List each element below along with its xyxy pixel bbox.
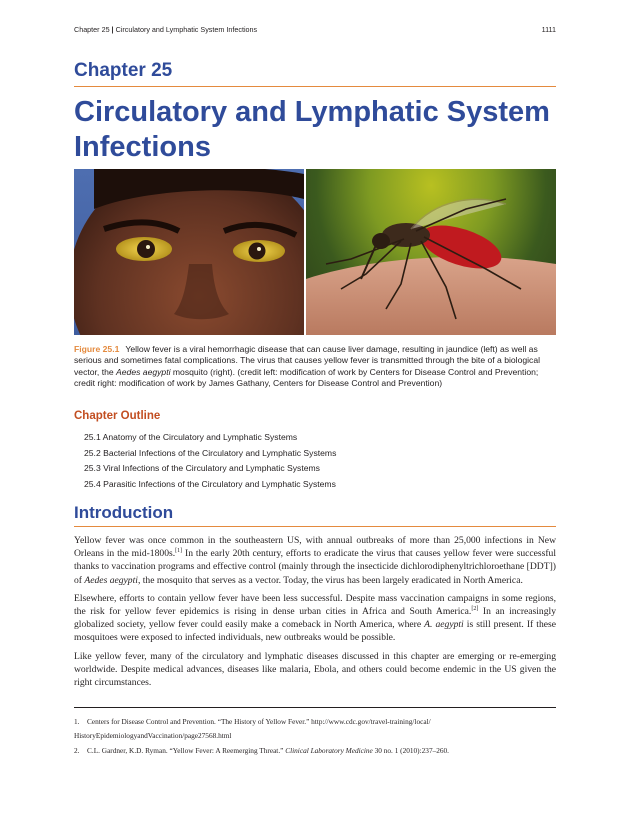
- paragraph-2: [74, 592, 556, 645]
- paragraph-text: , the mosquito that serves as a vector. Today, the virus has been largely eradicated in North America.: [137, 574, 523, 586]
- journal-name: Clinical Laboratory Medicine: [285, 746, 373, 755]
- caption-text-1: Yellow fever is a viral hemorrhagic disease that can cause liver damage, resulting in jaundice (left) as well as serious and sometimes fatal complications. The virus that causes yellow fever is transmitted through the bite of a biological vector, the: [74, 344, 541, 377]
- figure-25-1: [74, 169, 556, 335]
- outline-item[interactable]: 25.4 Parasitic Infections of the Circulatory and Lymphatic Systems: [84, 478, 336, 489]
- paragraph-text: Elsewhere, efforts to contain yellow fever have been less successful. Despite mass vaccination campaigns in some regions, the risk for yellow fever epidemics is rising in dense urban cities in Africa and South America.: [74, 592, 556, 618]
- footnote-text: C.L. Gardner, K.D. Ryman. “Yellow Fever: A Reemerging Threat.”: [87, 746, 286, 755]
- figure-number: Figure 25.1: [74, 344, 120, 354]
- outline-item[interactable]: 25.3 Viral Infections of the Circulatory and Lymphatic Systems: [84, 463, 320, 473]
- page-number: 1111: [541, 25, 556, 34]
- chapter-outline-heading: Chapter Outline: [74, 410, 161, 422]
- introduction-heading: Introduction: [74, 503, 556, 527]
- species-name: A. aegypti: [424, 619, 464, 631]
- paragraph-text: In the early 20th century, efforts to eradicate the virus that causes yellow fever were successful thanks to vaccination programs and effective control (mainly through the insecticide dichlorodiphenyltrichloroethane [DDT]) of: [74, 548, 557, 586]
- chapter-label: Chapter 25: [74, 60, 556, 87]
- mosquito-photo: [306, 169, 556, 335]
- footnote-2: [74, 744, 556, 758]
- caption-italic: Aedes aegypti: [116, 366, 171, 377]
- running-header-title: [74, 25, 257, 34]
- species-name: Aedes aegypti: [84, 574, 138, 586]
- jaundice-face-photo: [74, 169, 304, 335]
- running-header-chapter: Chapter 25: [74, 25, 110, 34]
- running-header-section: Circulatory and Lymphatic System Infections: [115, 25, 258, 34]
- footnote-text: 30 no. 1 (2010):237–260.: [372, 746, 450, 755]
- footnote-1: [74, 715, 556, 742]
- paragraph-text: is still present. If these mosquitoes were exposed to infected individuals, new outbreaks would be possible.: [74, 619, 556, 644]
- mosquito-illustration: [306, 169, 556, 335]
- caption-text-2: mosquito (right). (credit left: modification of work by Centers for Disease Control and Prevention; credit right: modification of work by James Gathany, Centers for Disease Control and Prevention): [74, 366, 539, 389]
- jaundice-face-illustration: [74, 169, 304, 335]
- footnote-number: 1.: [74, 717, 80, 726]
- running-header: [74, 25, 556, 34]
- running-header-separator: |: [109, 25, 116, 34]
- paragraph-3: Like yellow fever, many of the circulatory and lymphatic diseases discussed in this chapter are emerging or re-emerging worldwide. Despite medical advances, diseases like malaria, Ebola, and others could become endemic in the US given the right circumstances.: [74, 650, 556, 689]
- paragraph-text: Yellow fever was once common in the southeastern US, with annual outbreaks of more than 25,000 infections in New Orleans in the mid-1800s.: [74, 535, 556, 560]
- footnote-text[interactable]: Centers for Disease Control and Prevention. “The History of Yellow Fever.” http://www.cdc.gov/travel-training/local/: [87, 717, 431, 726]
- introduction-body: [74, 534, 556, 694]
- chapter-title: Circulatory and Lymphatic System Infections: [74, 96, 550, 163]
- paragraph-1: [74, 534, 556, 587]
- figure-caption: [74, 344, 556, 390]
- footnote-ref-1[interactable]: [1]: [175, 548, 183, 555]
- paragraph-text: In an increasingly globalized society, yellow fever could easily make a comeback in North America, where: [74, 606, 556, 631]
- chapter-outline-list: [84, 430, 554, 492]
- outline-item[interactable]: 25.2 Bacterial Infections of the Circulatory and Lymphatic Systems: [84, 447, 337, 458]
- footnotes: [74, 707, 556, 760]
- outline-item[interactable]: 25.1 Anatomy of the Circulatory and Lymphatic Systems: [84, 432, 298, 442]
- footnote-text[interactable]: HistoryEpidemiologyandVaccination/page27568.html: [74, 730, 232, 740]
- footnote-ref-2[interactable]: [2]: [471, 605, 479, 612]
- footnote-number: 2.: [74, 746, 80, 755]
